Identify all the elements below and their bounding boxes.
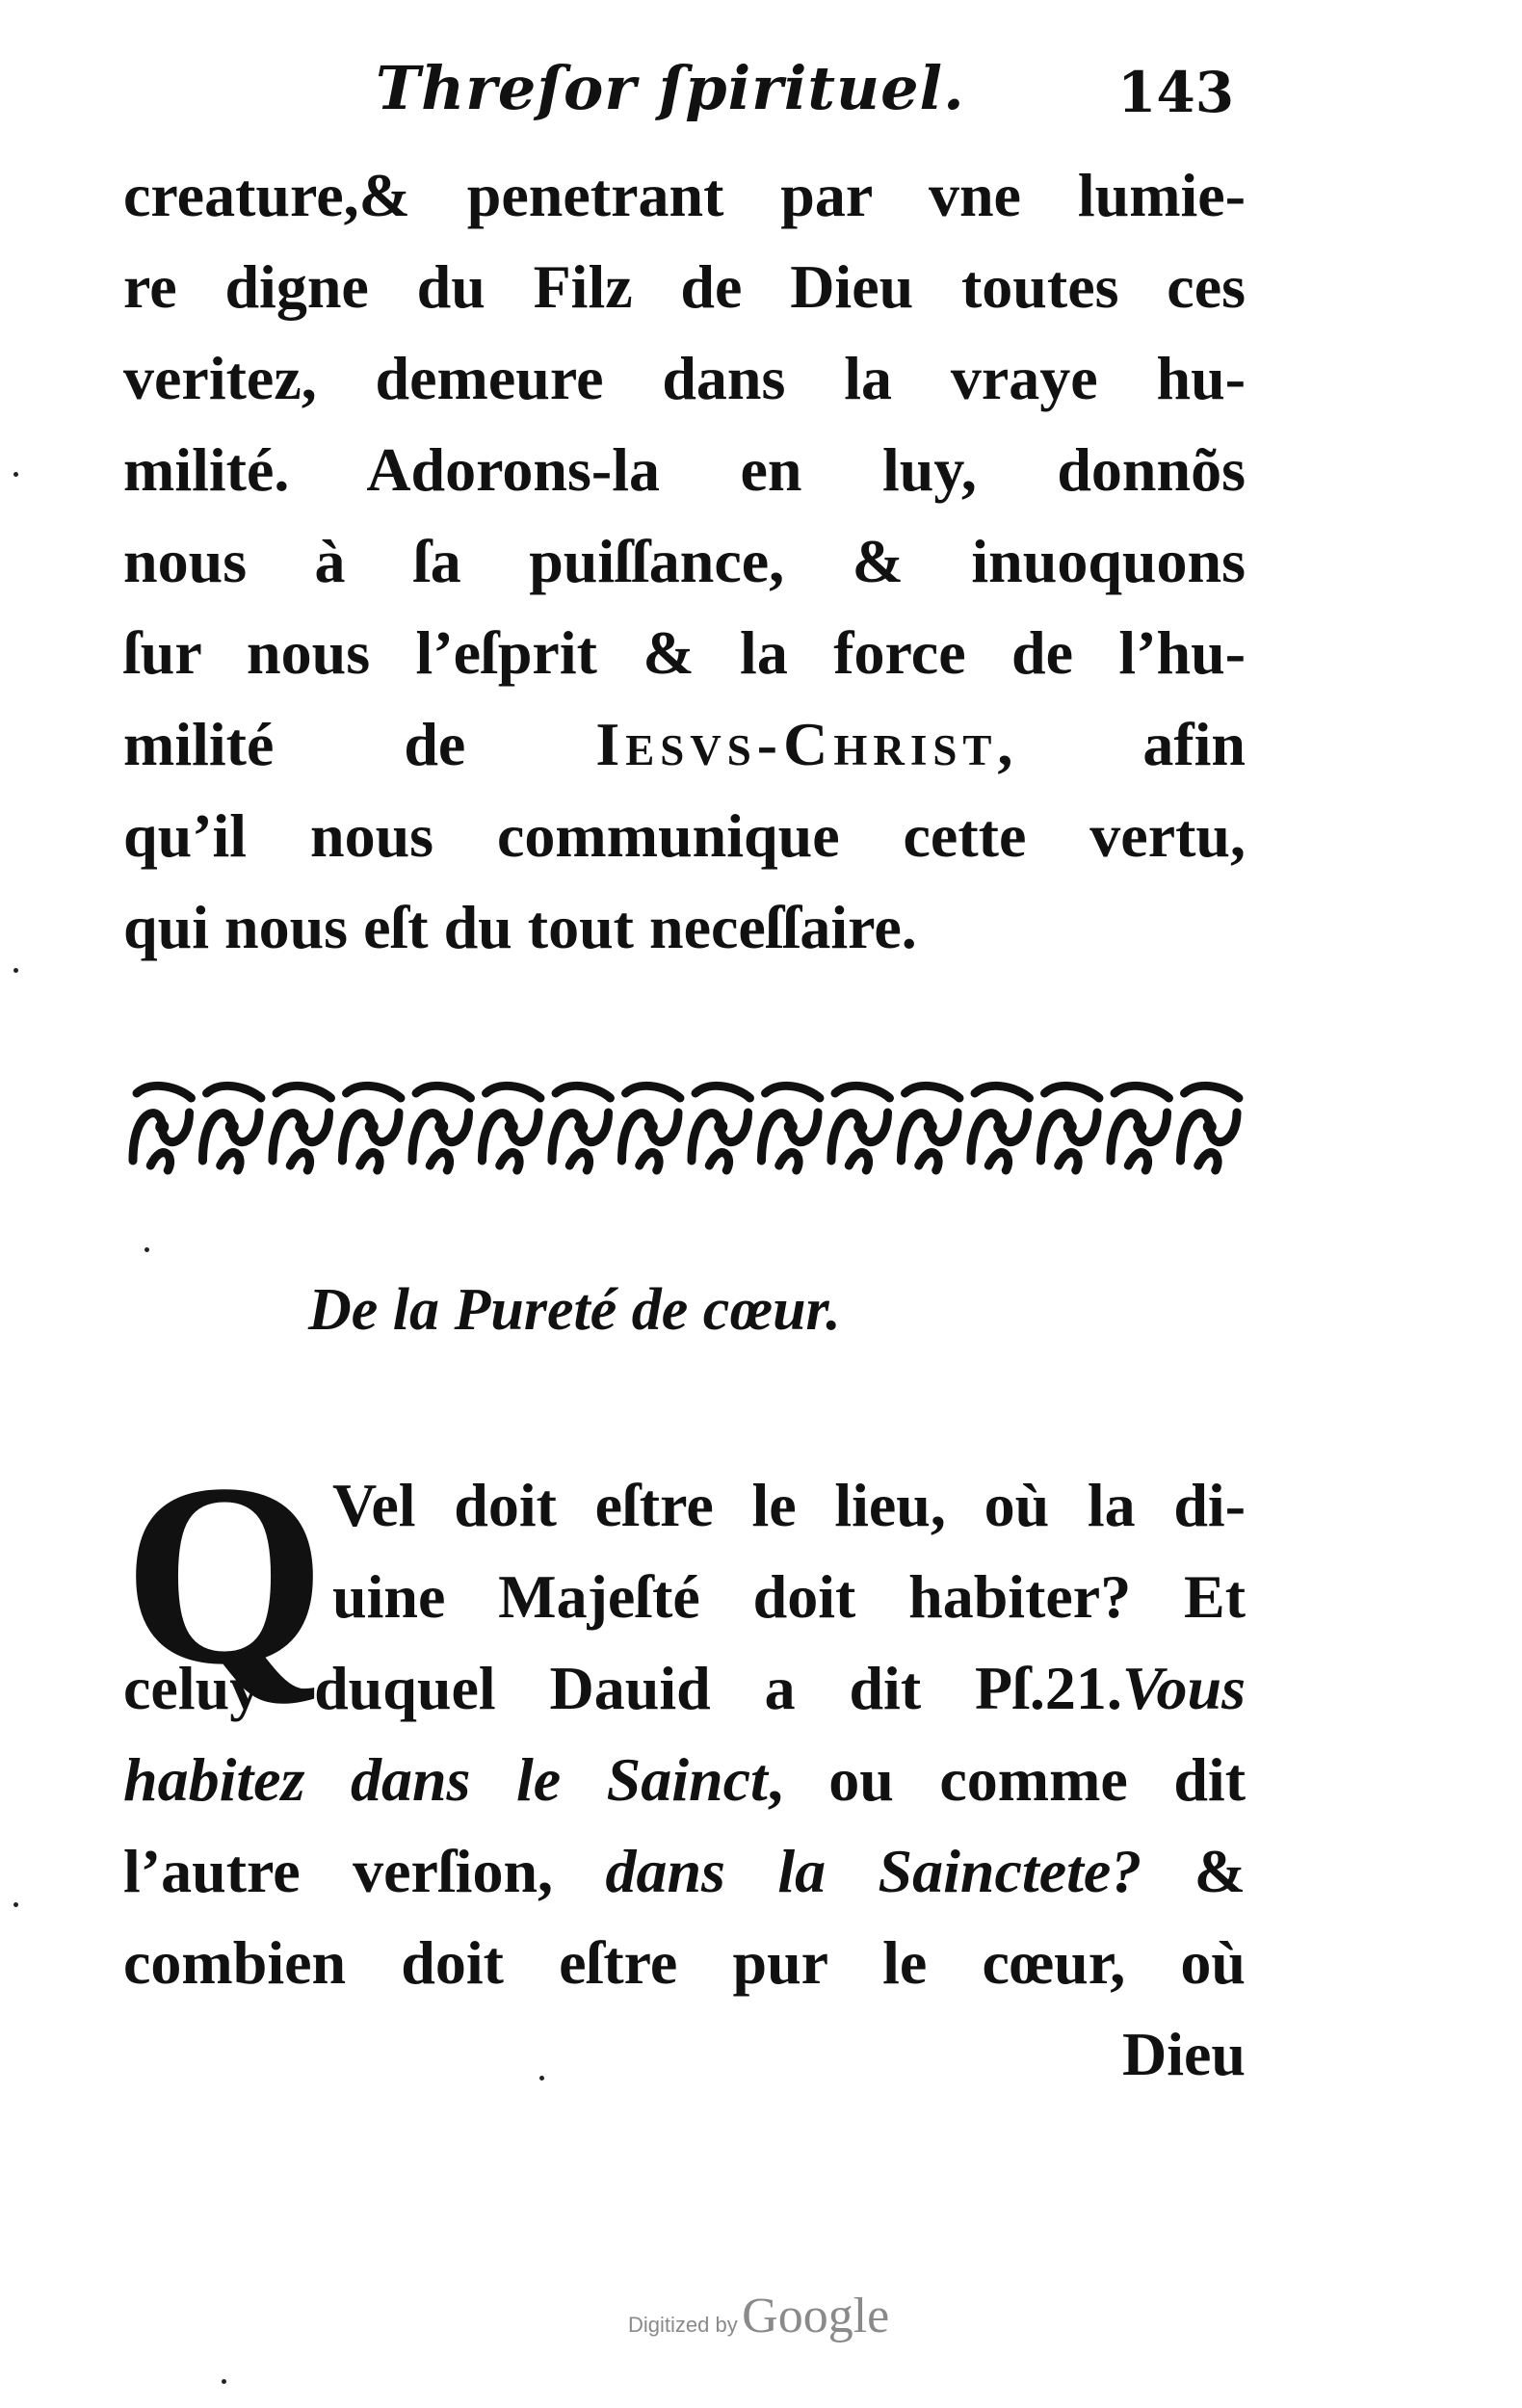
google-logo: Google [742, 2289, 890, 2343]
print-speck [13, 1902, 18, 1907]
print-speck [13, 472, 18, 477]
body-paragraph [123, 1642, 1246, 2100]
top-paragraph [123, 149, 1246, 973]
text-fragment: l’autre verſion, [123, 1837, 606, 1905]
drop-cap-lines [332, 1459, 1246, 1642]
ornament-dot [434, 1120, 448, 1134]
drop-cap: Q [123, 1430, 327, 1718]
text-line: ſur nous l’eſprit & la force de l’hu- [123, 618, 1246, 687]
italic-fragment: Vous [1121, 1654, 1246, 1722]
text-line: re digne du Filz de Dieu toutes ces [123, 252, 1246, 321]
ornamental-border [127, 1069, 1245, 1185]
text-fragment: & [1142, 1837, 1246, 1905]
ornament-dot [853, 1120, 867, 1134]
ornament-dot [155, 1120, 169, 1134]
italic-fragment: habitez dans le Sainct [123, 1745, 768, 1814]
ornament-dot [1133, 1120, 1146, 1134]
text-line: creature,& penetrant par vne lumie- [123, 161, 1246, 229]
text-fragment: , ou comme dit [767, 1745, 1246, 1814]
ornament-dot [993, 1120, 1007, 1134]
text-line: milité. Adorons-la en luy, donnõs [123, 435, 1246, 504]
ornament-dot [295, 1120, 308, 1134]
text-line: uine Majeſté doit habiter? Et [332, 1562, 1246, 1631]
italic-fragment: dans la Sainctete? [605, 1837, 1142, 1905]
text-line: combien doit eſtre pur le cœur, où [123, 1928, 1246, 1997]
text-line: veritez, demeure dans la vraye hu- [123, 344, 1246, 412]
section-title: De la Pureté de cœur. [308, 1277, 841, 1343]
ornament-dot [644, 1120, 658, 1134]
digitized-label: Digitized by [628, 2313, 738, 2337]
text-line [123, 1642, 1246, 1734]
text-line: Vel doit eſtre le lieu, où la di- [332, 1471, 1246, 1539]
ornament-dot [714, 1120, 727, 1134]
ornament-dot [784, 1120, 798, 1134]
print-speck [144, 1247, 149, 1252]
ornament-dot [225, 1120, 239, 1134]
text-line: qu’il nous communique cette vertu, [123, 801, 1246, 870]
ornament-dot [365, 1120, 379, 1134]
digitized-by-google-mark [628, 2288, 889, 2344]
name-small-caps: Iesvs-Christ [595, 710, 998, 778]
running-title: Threſor ſpirituel. [376, 53, 965, 123]
ornament-scrolls [133, 1086, 1239, 1170]
ornament-dot [924, 1120, 937, 1134]
text-fragment: celuy duquel Dauid a dit Pſ.21. [123, 1654, 1122, 1722]
text-fragment: , afin [997, 710, 1246, 778]
text-line [123, 698, 1246, 790]
print-speck [13, 968, 18, 973]
text-line [123, 1734, 1246, 1825]
text-fragment: milité de [123, 710, 466, 778]
ornament-dot [505, 1120, 518, 1134]
ornament-dot [574, 1120, 588, 1134]
text-line: nous à ſa puiſſance, & inuoquons [123, 527, 1246, 595]
text-line: qui nous eſt du tout neceſſaire. [123, 893, 917, 961]
catchword: Dieu [1122, 2020, 1246, 2088]
text-line [123, 1825, 1246, 1917]
ornament-dot [1203, 1120, 1217, 1134]
ornament-dot [1063, 1120, 1077, 1134]
print-speck [539, 2076, 544, 2081]
page-number: 143 [1117, 60, 1235, 125]
print-speck [222, 2379, 226, 2384]
